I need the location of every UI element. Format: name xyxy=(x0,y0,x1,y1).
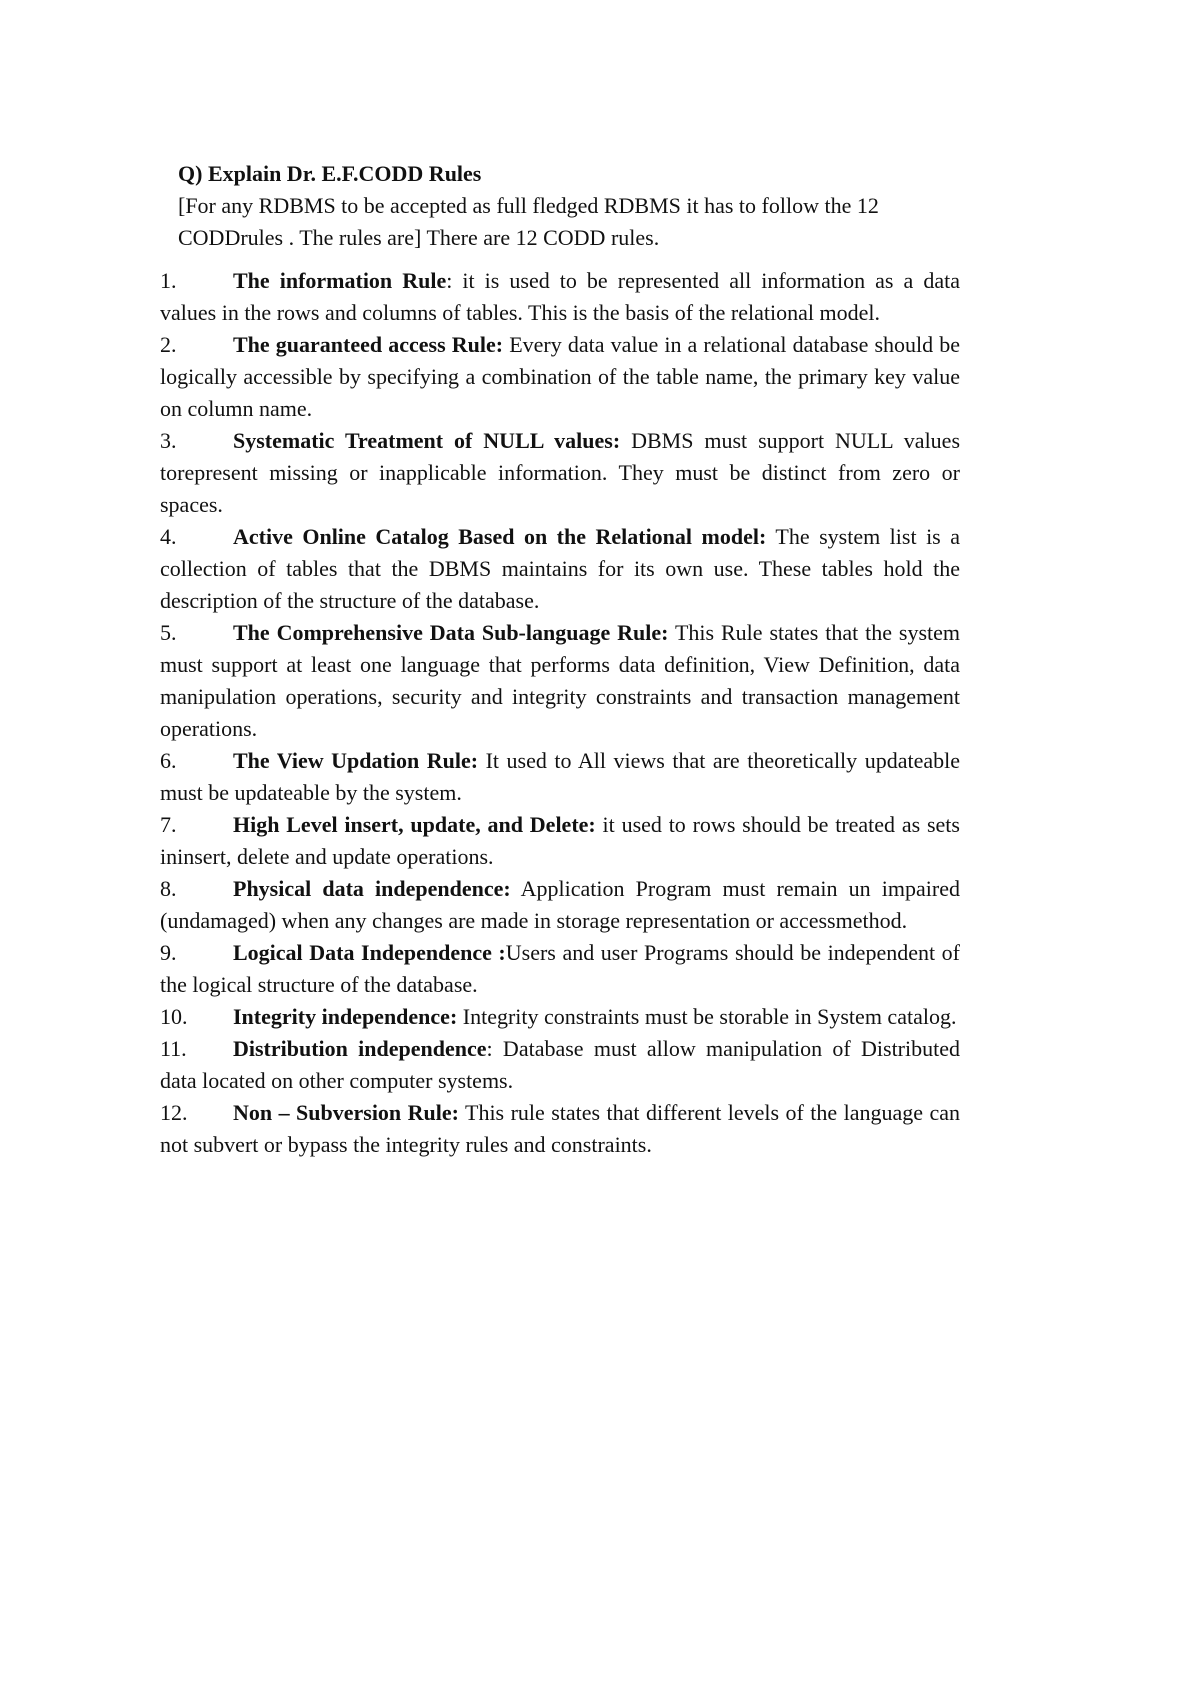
rule-title: Physical data independence: xyxy=(233,876,511,901)
rule-body: : Database must allow manipulation of Distributed data located on other computer systems. xyxy=(160,1036,960,1093)
rule-number: 11. xyxy=(160,1036,187,1061)
rule-body: The system list is a collection of tables that the DBMS maintains for its own use. These tables hold the description of the structure of the database. xyxy=(160,524,960,613)
rule-number: 9. xyxy=(160,940,177,965)
rule-item xyxy=(160,745,960,809)
rule-title: Non – Subversion Rule: xyxy=(233,1100,459,1125)
question-intro: [For any RDBMS to be accepted as full fledged RDBMS it has to follow the 12 CODDrules . The rules are] There are 12 CODD rules. xyxy=(178,193,879,250)
rule-number: 3. xyxy=(160,428,177,453)
rule-title: Distribution independence xyxy=(233,1036,487,1061)
rule-body: DBMS must support NULL values torepresent missing or inapplicable information. They must be distinct from zero or spaces. xyxy=(160,428,961,517)
rule-number: 4. xyxy=(160,524,177,549)
rule-number: 7. xyxy=(160,812,177,837)
rule-item xyxy=(160,1033,960,1097)
rule-title: Systematic Treatment of NULL values: xyxy=(233,428,621,453)
rule-item xyxy=(160,265,960,329)
rule-number: 12. xyxy=(160,1100,188,1125)
rule-title: Integrity independence: xyxy=(233,1004,458,1029)
rule-body: Integrity constraints must be storable in System catalog. xyxy=(457,1004,957,1029)
question-title: Q) Explain Dr. E.F.CODD Rules xyxy=(178,161,482,186)
rule-number: 8. xyxy=(160,876,177,901)
rule-body: : it is used to be represented all information as a data values in the rows and columns of tables. This is the basis of the relational model. xyxy=(160,268,960,325)
rule-number: 5. xyxy=(160,620,177,645)
rule-number: 6. xyxy=(160,748,177,773)
rule-body: Users and user Programs should be independent of the logical structure of the database. xyxy=(160,940,960,997)
rule-title: The View Updation Rule: xyxy=(233,748,479,773)
rule-item xyxy=(160,809,960,873)
rule-number: 1. xyxy=(160,268,177,293)
rule-title: The information Rule xyxy=(233,268,447,293)
rule-body: Every data value in a relational database should be logically accessible by specifying a combination of the table name, the primary key value on column name. xyxy=(160,332,960,421)
rule-body: Application Program must remain un impaired (undamaged) when any changes are made in storage representation or accessmethod. xyxy=(160,876,960,933)
codd-rules-list xyxy=(160,265,960,1161)
rule-item xyxy=(160,873,960,937)
rule-number: 10. xyxy=(160,1004,188,1029)
rule-title: High Level insert, update, and Delete: xyxy=(233,812,596,837)
rule-body: This Rule states that the system must support at least one language that performs data definition, View Definition, data manipulation operations, security and integrity constraints and transaction management operations. xyxy=(160,620,960,741)
rule-item xyxy=(160,937,960,1001)
rule-body: it used to rows should be treated as sets ininsert, delete and update operations. xyxy=(160,812,960,869)
rule-item xyxy=(160,1097,960,1161)
question-block xyxy=(178,158,978,254)
rule-item xyxy=(160,425,960,521)
rule-title: The guaranteed access Rule: xyxy=(233,332,504,357)
rule-item xyxy=(160,617,960,745)
rule-item xyxy=(160,1001,960,1033)
rule-title: Logical Data Independence : xyxy=(233,940,506,965)
rule-body: This rule states that different levels of the language can not subvert or bypass the integrity rules and constraints. xyxy=(160,1100,961,1157)
rule-body: It used to All views that are theoretically updateable must be updateable by the system. xyxy=(160,748,960,805)
rule-item xyxy=(160,521,960,617)
rule-item xyxy=(160,329,960,425)
rule-number: 2. xyxy=(160,332,177,357)
rule-title: The Comprehensive Data Sub-language Rule: xyxy=(233,620,669,645)
rule-title: Active Online Catalog Based on the Relational model: xyxy=(233,524,767,549)
